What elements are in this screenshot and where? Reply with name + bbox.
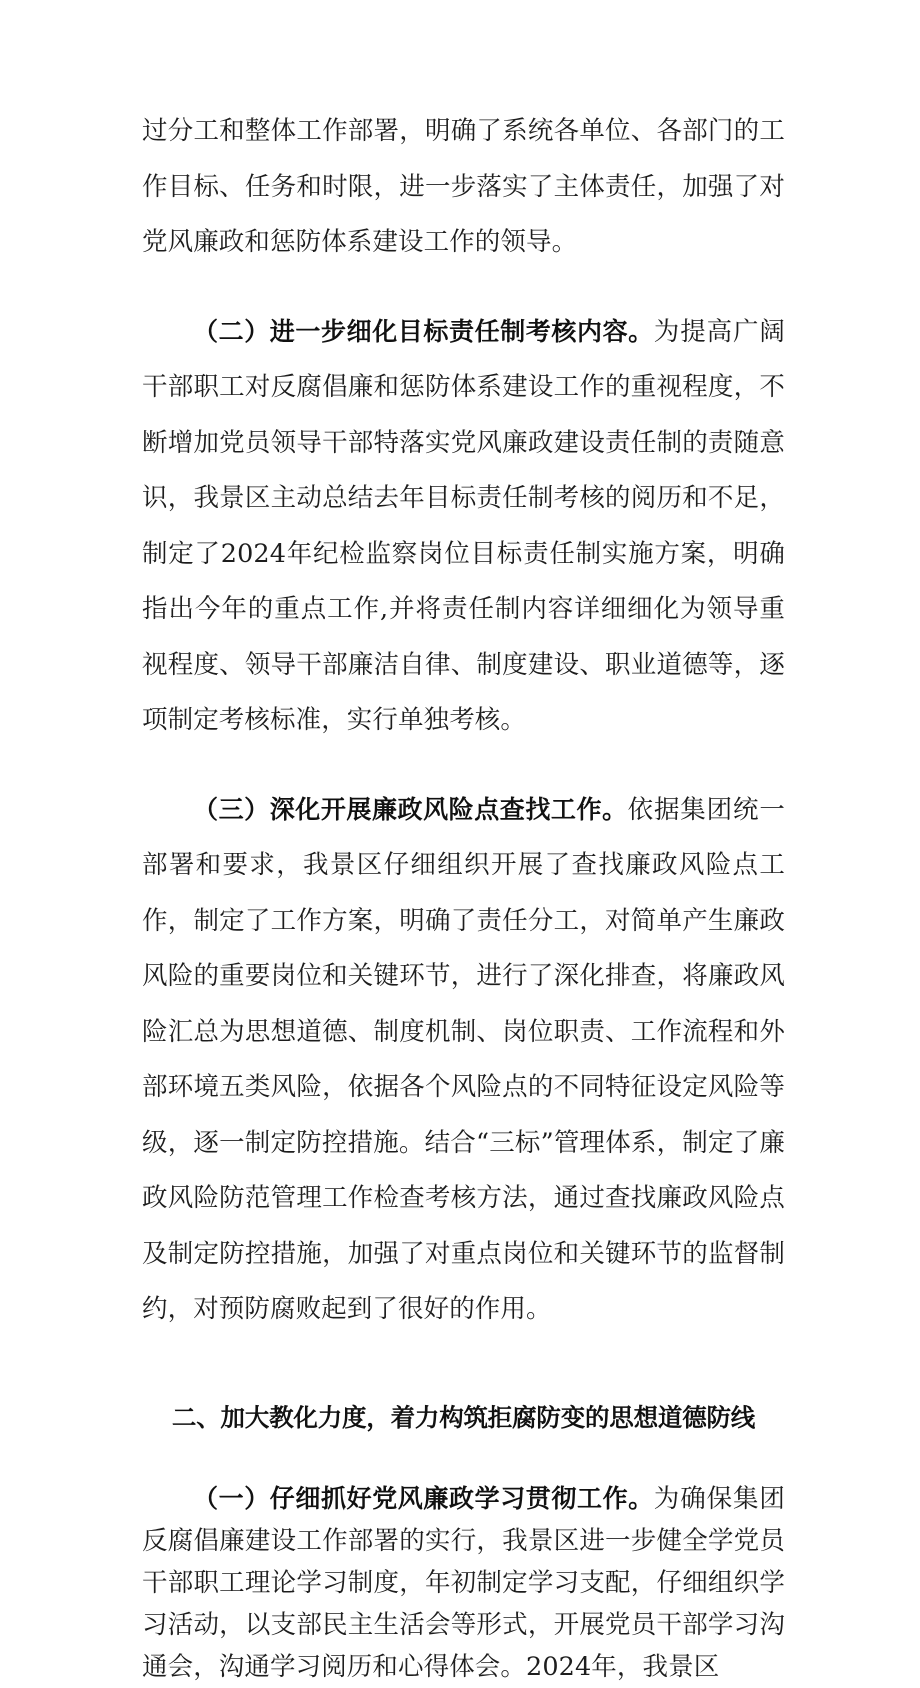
paragraph-continued — [142, 104, 785, 271]
paragraph-section-three — [142, 782, 785, 1338]
document-body — [142, 104, 785, 1688]
paragraph-lead-three: （三）深化开展廉政风险点查找工作。 — [193, 794, 628, 824]
paragraph-lead-two: （二）进一步细化目标责任制考核内容。 — [193, 316, 654, 346]
section-heading-two: 二、加大教化力度，着力构筑拒腐防变的思想道德防线 — [171, 1402, 756, 1432]
paragraph-section-two-one — [142, 1478, 785, 1688]
paragraph-lead-two-one: （一）仔细抓好党风廉政学习贯彻工作。 — [193, 1483, 654, 1513]
paragraph-text: 为提高广阔干部职工对反腐倡廉和惩防体系建设工作的重视程度，不断增加党员领导干部特落实党风廉政建设责任制的责随意识，我景区主动总结去年目标责任制考核的阅历和不足，制定了2024年纪检监察岗位目标责任制实施方案，明确指出今年的重点工作,并将责任制内容详细细化为领导重视程度、领导干部廉洁自律、制度建设、职业道德等，逐项制定考核标准，实行单独考核。 — [142, 316, 785, 735]
paragraph-text: 依据集团统一部署和要求，我景区仔细组织开展了查找廉政风险点工作，制定了工作方案，明确了责任分工，对简单产生廉政风险的重要岗位和关键环节，进行了深化排查，将廉政风险汇总为思想道德、制度机制、岗位职责、工作流程和外部环境五类风险，依据各个风险点的不同特征设定风险等级，逐一制定防控措施。结合“三标”管理体系，制定了廉政风险防范管理工作检查考核方法，通过查找廉政风险点及制定防控措施，加强了对重点岗位和关键环节的监督制约，对预防腐败起到了很好的作用。 — [142, 794, 785, 1324]
paragraph-text: 为确保集团反腐倡廉建设工作部署的实行，我景区进一步健全学党员干部职工理论学习制度，年初制定学习支配，仔细组织学习活动，以支部民主生活会等形式，开展党员干部学习沟通会，沟通学习阅历和心得体会。2024年，我景区 — [142, 1483, 785, 1682]
paragraph-section-two — [142, 304, 785, 749]
paragraph-text: 过分工和整体工作部署，明确了系统各单位、各部门的工作目标、任务和时限，进一步落实了主体责任，加强了对党风廉政和惩防体系建设工作的领导。 — [142, 116, 785, 257]
